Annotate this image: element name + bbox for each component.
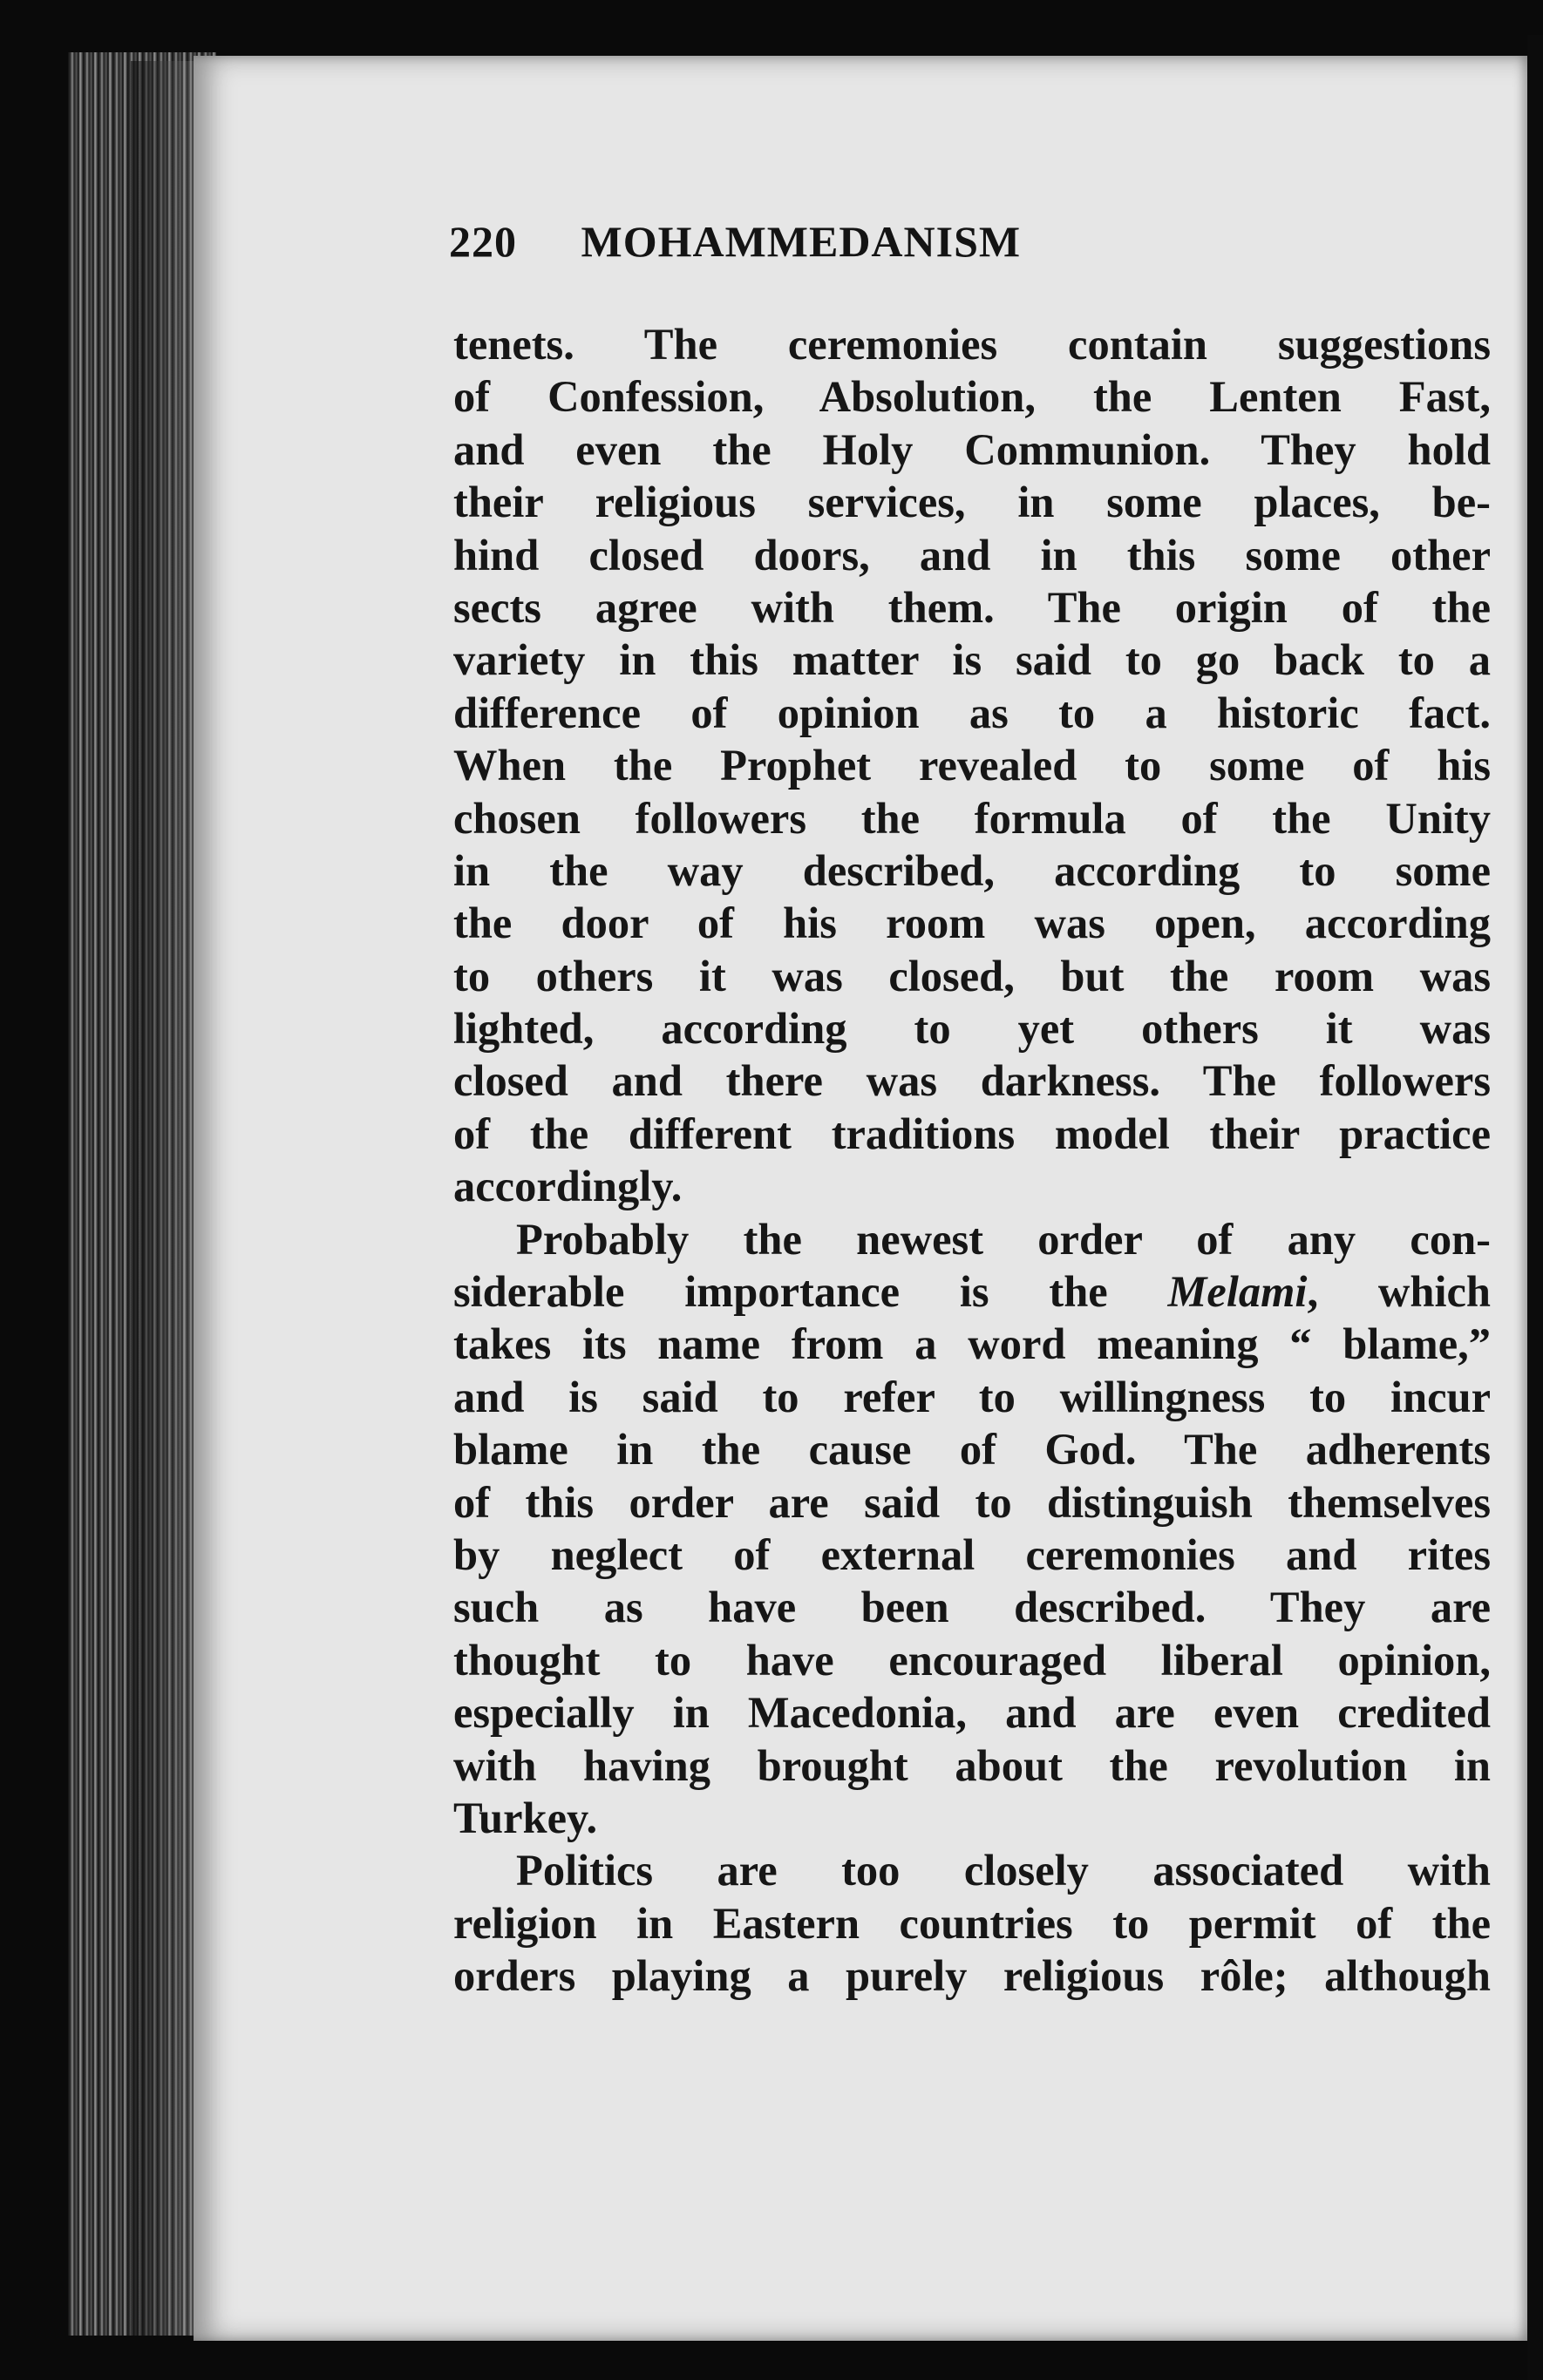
text-line: takes its name from a word meaning “ blame,” (453, 1319, 1491, 1369)
text-line: the door of his room was open, according (453, 898, 1491, 948)
text-line: to others it was closed, but the room was (453, 951, 1491, 1000)
italic-term: Melami (1167, 1267, 1308, 1317)
text-line: variety in this matter is said to go back to a (453, 635, 1491, 685)
text-line (453, 1265, 1491, 1318)
text-line: sects agree with them. The origin of the (453, 582, 1491, 632)
text-segment: siderable importance is the (453, 1267, 1168, 1317)
text-line: blame in the cause of God. The adherents (453, 1425, 1491, 1475)
text-line: in the way described, according to some (453, 845, 1491, 895)
text-line: orders playing a purely religious rôle; although (453, 1951, 1491, 2001)
body-text (453, 318, 1491, 2003)
text-line: hind closed doors, and in this some other (453, 530, 1491, 580)
text-line: by neglect of external ceremonies and rites (453, 1529, 1491, 1579)
text-line: and is said to refer to willingness to incur (453, 1372, 1491, 1421)
text-line: especially in Macedonia, and are even credited (453, 1688, 1491, 1738)
text-line: religion in Eastern countries to permit of the (453, 1898, 1491, 1948)
page-number: 220 (449, 217, 517, 266)
running-header (449, 216, 1495, 267)
paragraph-first-line: Probably the newest order of any con- (516, 1214, 1491, 1264)
text-line: of Confession, Absolution, the Lenten Fast, (453, 372, 1491, 422)
text-line: lighted, according to yet others it was (453, 1004, 1491, 1054)
text-segment: , which (1307, 1267, 1491, 1317)
paragraph-end-line: accordingly. (453, 1162, 683, 1211)
text-line: closed and there was darkness. The followers (453, 1056, 1491, 1106)
text-line: tenets. The ceremonies contain suggestions (453, 320, 1491, 369)
text-line: When the Prophet revealed to some of his (453, 741, 1491, 790)
text-line: their religious services, in some places, be- (453, 478, 1491, 527)
text-line: difference of opinion as to a historic fact. (453, 688, 1491, 737)
paragraph-first-line: Politics are too closely associated with (516, 1846, 1491, 1895)
text-line: and even the Holy Communion. They hold (453, 424, 1491, 474)
running-title: MOHAMMEDANISM (581, 217, 1022, 266)
text-line: such as have been described. They are (453, 1583, 1491, 1632)
text-line: of the different traditions model their practice (453, 1109, 1491, 1158)
text-line: of this order are said to distinguish themselves (453, 1477, 1491, 1527)
right-page-edge (1527, 35, 1543, 2380)
text-line: thought to have encouraged liberal opinion, (453, 1635, 1491, 1685)
text-line: chosen followers the formula of the Unity (453, 793, 1491, 843)
text-line: with having brought about the revolution in (453, 1740, 1491, 1790)
paragraph-end-line: Turkey. (453, 1793, 598, 1842)
